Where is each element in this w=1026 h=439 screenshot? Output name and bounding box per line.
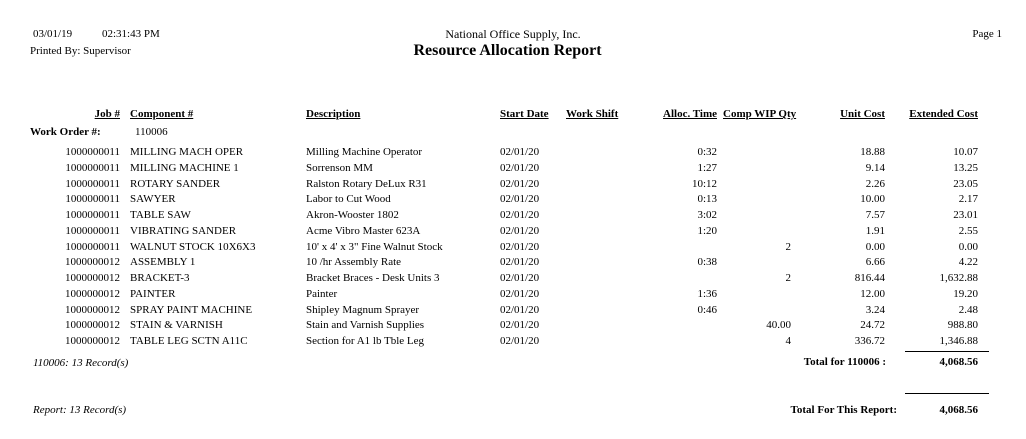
cell-component: ASSEMBLY 1 [130,256,196,269]
cell-description: Shipley Magnum Sprayer [306,303,420,316]
column-header-comp-wip-qty: Comp WIP Qty [723,108,797,120]
cell-component: TABLE SAW [130,209,191,221]
cell-description: Painter [306,287,338,300]
group-total-label: Total for 110006 : [803,356,886,368]
cell-unit-cost: 1.91 [865,224,885,237]
group-total-rule [905,351,989,352]
report-total-value: 4,068.56 [939,404,978,416]
cell-start-date: 02/01/20 [500,224,540,237]
cell-component: STAIN & VARNISH [130,319,223,332]
cell-unit-cost: 12.00 [860,287,885,300]
cell-job: 1000000012 [65,272,120,284]
cell-description: 10 /hr Assembly Rate [306,256,402,269]
cell-alloc-time: 0:46 [697,303,717,316]
cell-extended-cost: 13.25 [953,161,978,174]
cell-unit-cost: 9.14 [865,161,885,174]
cell-job: 1000000011 [65,224,120,237]
cell-start-date: 02/01/20 [500,177,540,190]
printed-by: Printed By: Supervisor [30,45,131,57]
cell-component: SAWYER [130,193,176,206]
column-header-extended-cost: Extended Cost [909,108,978,120]
cell-job: 1000000011 [65,161,120,174]
cell-alloc-time: 1:27 [697,161,717,174]
cell-extended-cost: 23.05 [953,177,978,190]
cell-job: 1000000012 [65,303,120,316]
cell-description: Stain and Varnish Supplies [306,319,425,332]
cell-job: 1000000012 [65,287,120,300]
group-record-count: 110006: 13 Record(s) [33,357,129,369]
cell-start-date: 02/01/20 [500,335,540,347]
report-date: 03/01/19 [33,28,73,40]
cell-start-date: 02/01/20 [500,161,540,174]
column-header-alloc-time: Alloc. Time [663,108,717,120]
cell-description: Sorrenson MM [306,161,373,174]
cell-comp-wip-qty: 40.00 [766,319,791,332]
cell-start-date: 02/01/20 [500,287,540,300]
table-row [0,162,1026,177]
report-total-rule [905,393,989,394]
report-title: Resource Allocation Report [413,42,602,59]
cell-alloc-time: 1:20 [697,224,717,237]
report-total-label: Total For This Report: [790,404,897,416]
cell-component: VIBRATING SANDER [130,224,237,237]
cell-alloc-time: 3:02 [697,209,717,221]
cell-description: Labor to Cut Wood [306,193,391,206]
cell-job: 1000000012 [65,256,120,269]
table-row [0,304,1026,319]
cell-description: Ralston Rotary DeLux R31 [306,177,427,190]
column-header-component: Component # [130,108,194,120]
cell-alloc-time: 0:13 [697,193,717,206]
cell-comp-wip-qty: 2 [785,272,791,284]
cell-unit-cost: 816.44 [854,272,885,284]
cell-job: 1000000011 [65,146,120,158]
work-order-number: 110006 [135,126,168,138]
cell-component: SPRAY PAINT MACHINE [130,303,253,316]
cell-job: 1000000011 [65,209,120,221]
cell-extended-cost: 2.48 [958,303,978,316]
cell-unit-cost: 24.72 [860,319,885,332]
cell-job: 1000000012 [65,335,120,347]
cell-job: 1000000011 [65,193,120,206]
cell-component: MILLING MACHINE 1 [130,161,239,174]
cell-description: Bracket Braces - Desk Units 3 [306,272,440,284]
cell-description: Milling Machine Operator [306,146,423,158]
cell-description: 10' x 4' x 3" Fine Walnut Stock [306,240,443,253]
table-row [0,225,1026,240]
column-header-work-shift: Work Shift [566,108,619,120]
cell-unit-cost: 3.24 [865,303,885,316]
table-row [0,209,1026,224]
cell-comp-wip-qty: 2 [785,240,791,253]
cell-unit-cost: 0.00 [865,240,885,253]
cell-alloc-time: 10:12 [691,177,717,190]
cell-alloc-time: 0:38 [697,256,717,269]
report-time: 02:31:43 PM [102,28,160,40]
cell-alloc-time: 1:36 [697,287,717,300]
cell-component: ROTARY SANDER [130,177,221,190]
table-row [0,241,1026,256]
table-row [0,319,1026,334]
cell-extended-cost: 19.20 [953,287,978,300]
column-header-start-date: Start Date [500,108,549,120]
cell-description: Section for A1 lb Tble Leg [306,335,425,347]
cell-unit-cost: 2.26 [865,177,885,190]
cell-start-date: 02/01/20 [500,146,540,158]
table-row [0,288,1026,303]
cell-job: 1000000012 [65,319,120,332]
cell-component: MILLING MACH OPER [130,146,244,158]
cell-start-date: 02/01/20 [500,256,540,269]
cell-start-date: 02/01/20 [500,240,540,253]
cell-extended-cost: 4.22 [958,256,978,269]
cell-extended-cost: 2.55 [958,224,978,237]
cell-unit-cost: 7.57 [865,209,885,221]
cell-unit-cost: 6.66 [865,256,885,269]
cell-comp-wip-qty: 4 [785,335,791,347]
cell-start-date: 02/01/20 [500,303,540,316]
cell-start-date: 02/01/20 [500,319,540,332]
column-header-job: Job # [94,108,120,120]
cell-description: Akron-Wooster 1802 [306,209,399,221]
table-row [0,178,1026,193]
cell-start-date: 02/01/20 [500,272,540,284]
cell-extended-cost: 1,346.88 [939,335,978,347]
column-header-unit-cost: Unit Cost [840,108,885,120]
table-row [0,146,1026,161]
table-row [0,256,1026,271]
report-record-count: Report: 13 Record(s) [33,404,127,416]
page-number: Page 1 [972,28,1002,40]
column-header-description: Description [306,108,361,120]
cell-component: TABLE LEG SCTN A11C [130,335,248,347]
work-order-row [0,126,1026,141]
table-row [0,193,1026,208]
cell-component: BRACKET-3 [130,272,190,284]
cell-extended-cost: 23.01 [953,209,978,221]
cell-job: 1000000011 [65,177,120,190]
cell-extended-cost: 1,632.88 [939,272,978,284]
cell-unit-cost: 18.88 [860,146,885,158]
cell-description: Acme Vibro Master 623A [306,224,421,237]
table-row [0,335,1026,350]
cell-extended-cost: 10.07 [953,146,978,158]
cell-component: PAINTER [130,287,176,300]
cell-job: 1000000011 [65,240,120,253]
cell-start-date: 02/01/20 [500,209,540,221]
cell-extended-cost: 0.00 [958,240,978,253]
group-total-value: 4,068.56 [939,356,978,368]
cell-extended-cost: 2.17 [958,193,978,206]
cell-unit-cost: 336.72 [854,335,885,347]
cell-alloc-time: 0:32 [697,146,717,158]
cell-component: WALNUT STOCK 10X6X3 [130,240,256,253]
table-row [0,272,1026,287]
cell-extended-cost: 988.80 [947,319,978,332]
cell-start-date: 02/01/20 [500,193,540,206]
table-header-row [0,108,1026,123]
company-name: National Office Supply, Inc. [445,27,581,41]
cell-unit-cost: 10.00 [860,193,885,206]
work-order-label: Work Order #: [30,126,101,138]
